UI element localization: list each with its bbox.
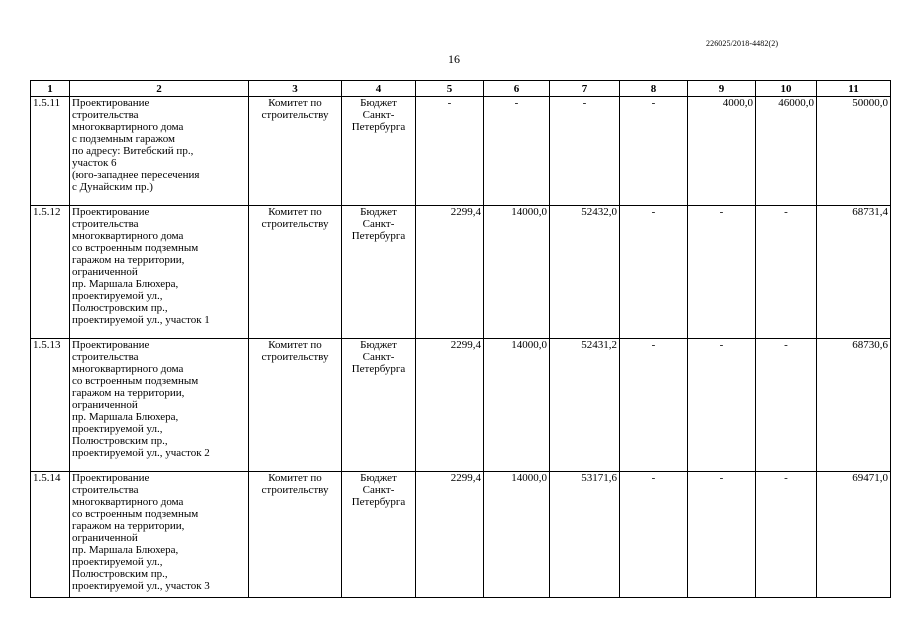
item-number-cell: 1.5.13 — [31, 339, 70, 472]
item-name-cell-line: с подземным гаражом — [72, 133, 175, 145]
funding-source-cell-line: Санкт- — [362, 109, 395, 121]
item-name-cell-line: многоквартирного дома — [72, 363, 184, 375]
budget-table — [30, 80, 891, 598]
value-cell-v6: - — [484, 97, 550, 206]
item-name-cell-line: с Дунайским пр.) — [72, 181, 153, 193]
item-name-cell-line: со встроенным подземным — [72, 242, 199, 254]
item-name-cell-line: Полюстровским пр., — [72, 302, 168, 314]
value-cell-v10: 46000,0 — [756, 97, 817, 206]
item-name-cell-line: Проектирование — [72, 339, 150, 351]
item-number-cell: 1.5.14 — [31, 472, 70, 598]
funding-source-cell-line: Петербурга — [351, 496, 406, 508]
item-name-cell-line: ограниченной — [72, 532, 138, 544]
item-name-cell-line: гаражом на территории, — [72, 520, 185, 532]
column-header: 4 — [342, 81, 416, 97]
item-name-cell-line: многоквартирного дома — [72, 496, 184, 508]
customer-cell-line: строительству — [261, 484, 329, 496]
funding-source-cell-line: Бюджет — [360, 472, 397, 484]
table-body — [31, 97, 891, 598]
value-cell-v11: 68731,4 — [817, 206, 891, 339]
column-header: 3 — [249, 81, 342, 97]
funding-source-cell-line: Санкт- — [362, 351, 395, 363]
customer-cell-line: строительству — [261, 109, 329, 121]
item-name-cell-line: со встроенным подземным — [72, 375, 199, 387]
value-cell-v5: 2299,4 — [416, 472, 484, 598]
column-header: 10 — [756, 81, 817, 97]
item-number-cell: 1.5.11 — [31, 97, 70, 206]
item-name-cell-line: проектируемой ул., — [72, 423, 163, 435]
funding-source-cell — [342, 339, 416, 472]
item-name-cell-line: гаражом на территории, — [72, 387, 185, 399]
customer-cell — [249, 97, 342, 206]
funding-source-cell-line: Петербурга — [351, 363, 406, 375]
table-header-row — [31, 81, 891, 97]
value-cell-v10: - — [756, 339, 817, 472]
value-cell-v9: 4000,0 — [688, 97, 756, 206]
item-name-cell-line: со встроенным подземным — [72, 508, 199, 520]
funding-source-cell-line: Петербурга — [351, 230, 406, 242]
value-cell-v6: 14000,0 — [484, 206, 550, 339]
column-header: 11 — [817, 81, 891, 97]
document-id: 226025/2018-4482(2) — [706, 39, 779, 48]
customer-cell-line: Комитет по — [268, 97, 322, 109]
table-row — [31, 472, 891, 598]
customer-cell — [249, 206, 342, 339]
value-cell-v8: - — [620, 472, 688, 598]
value-cell-v9: - — [688, 472, 756, 598]
item-name-cell-line: Полюстровским пр., — [72, 435, 168, 447]
value-cell-v6: 14000,0 — [484, 472, 550, 598]
item-name-cell-line: Полюстровским пр., — [72, 568, 168, 580]
page-number: 16 — [448, 52, 460, 66]
funding-source-cell — [342, 97, 416, 206]
funding-source-cell-line: Бюджет — [360, 97, 397, 109]
item-name-cell-line: строительства — [72, 351, 139, 363]
value-cell-v11: 68730,6 — [817, 339, 891, 472]
item-name-cell-line: строительства — [72, 218, 139, 230]
item-name-cell-line: ограниченной — [72, 266, 138, 278]
funding-source-cell-line: Санкт- — [362, 218, 395, 230]
item-number-cell: 1.5.12 — [31, 206, 70, 339]
item-name-cell — [70, 339, 249, 472]
item-name-cell-line: ограниченной — [72, 399, 138, 411]
item-name-cell-line: проектируемой ул., участок 2 — [72, 447, 210, 459]
value-cell-v8: - — [620, 206, 688, 339]
item-name-cell-line: (юго-западнее пересечения — [72, 169, 200, 181]
item-name-cell-line: участок 6 — [72, 157, 117, 169]
column-header: 2 — [70, 81, 249, 97]
column-header: 1 — [31, 81, 70, 97]
item-name-cell-line: гаражом на территории, — [72, 254, 185, 266]
column-header: 7 — [550, 81, 620, 97]
value-cell-v9: - — [688, 339, 756, 472]
column-header: 9 — [688, 81, 756, 97]
item-name-cell-line: проектируемой ул., — [72, 556, 163, 568]
item-name-cell-line: строительства — [72, 484, 139, 496]
funding-source-cell — [342, 206, 416, 339]
value-cell-v5: 2299,4 — [416, 339, 484, 472]
funding-source-cell-line: Санкт- — [362, 484, 395, 496]
item-name-cell-line: пр. Маршала Блюхера, — [72, 278, 179, 290]
item-name-cell-line: Проектирование — [72, 206, 150, 218]
value-cell-v11: 69471,0 — [817, 472, 891, 598]
table-row — [31, 97, 891, 206]
item-name-cell-line: проектируемой ул., участок 1 — [72, 314, 210, 326]
item-name-cell-line: по адресу: Витебский пр., — [72, 145, 194, 157]
funding-source-cell-line: Бюджет — [360, 206, 397, 218]
customer-cell-line: строительству — [261, 218, 329, 230]
customer-cell-line: строительству — [261, 351, 329, 363]
column-header: 5 — [416, 81, 484, 97]
table-row — [31, 339, 891, 472]
funding-source-cell-line: Бюджет — [360, 339, 397, 351]
value-cell-v8: - — [620, 97, 688, 206]
customer-cell — [249, 339, 342, 472]
item-name-cell-line: пр. Маршала Блюхера, — [72, 544, 179, 556]
customer-cell — [249, 472, 342, 598]
item-name-cell-line: Проектирование — [72, 97, 150, 109]
value-cell-v7: 53171,6 — [550, 472, 620, 598]
value-cell-v5: 2299,4 — [416, 206, 484, 339]
column-header: 8 — [620, 81, 688, 97]
value-cell-v7: - — [550, 97, 620, 206]
item-name-cell-line: многоквартирного дома — [72, 121, 184, 133]
customer-cell-line: Комитет по — [268, 472, 322, 484]
funding-source-cell — [342, 472, 416, 598]
funding-source-cell-line: Петербурга — [351, 121, 406, 133]
value-cell-v7: 52431,2 — [550, 339, 620, 472]
item-name-cell-line: проектируемой ул., участок 3 — [72, 580, 210, 592]
item-name-cell — [70, 97, 249, 206]
value-cell-v9: - — [688, 206, 756, 339]
item-name-cell-line: пр. Маршала Блюхера, — [72, 411, 179, 423]
table-row — [31, 206, 891, 339]
value-cell-v5: - — [416, 97, 484, 206]
value-cell-v8: - — [620, 339, 688, 472]
customer-cell-line: Комитет по — [268, 339, 322, 351]
item-name-cell-line: строительства — [72, 109, 139, 121]
value-cell-v6: 14000,0 — [484, 339, 550, 472]
column-header: 6 — [484, 81, 550, 97]
item-name-cell — [70, 206, 249, 339]
item-name-cell-line: Проектирование — [72, 472, 150, 484]
value-cell-v10: - — [756, 206, 817, 339]
item-name-cell-line: многоквартирного дома — [72, 230, 184, 242]
item-name-cell-line: проектируемой ул., — [72, 290, 163, 302]
customer-cell-line: Комитет по — [268, 206, 322, 218]
value-cell-v11: 50000,0 — [817, 97, 891, 206]
value-cell-v10: - — [756, 472, 817, 598]
value-cell-v7: 52432,0 — [550, 206, 620, 339]
item-name-cell — [70, 472, 249, 598]
